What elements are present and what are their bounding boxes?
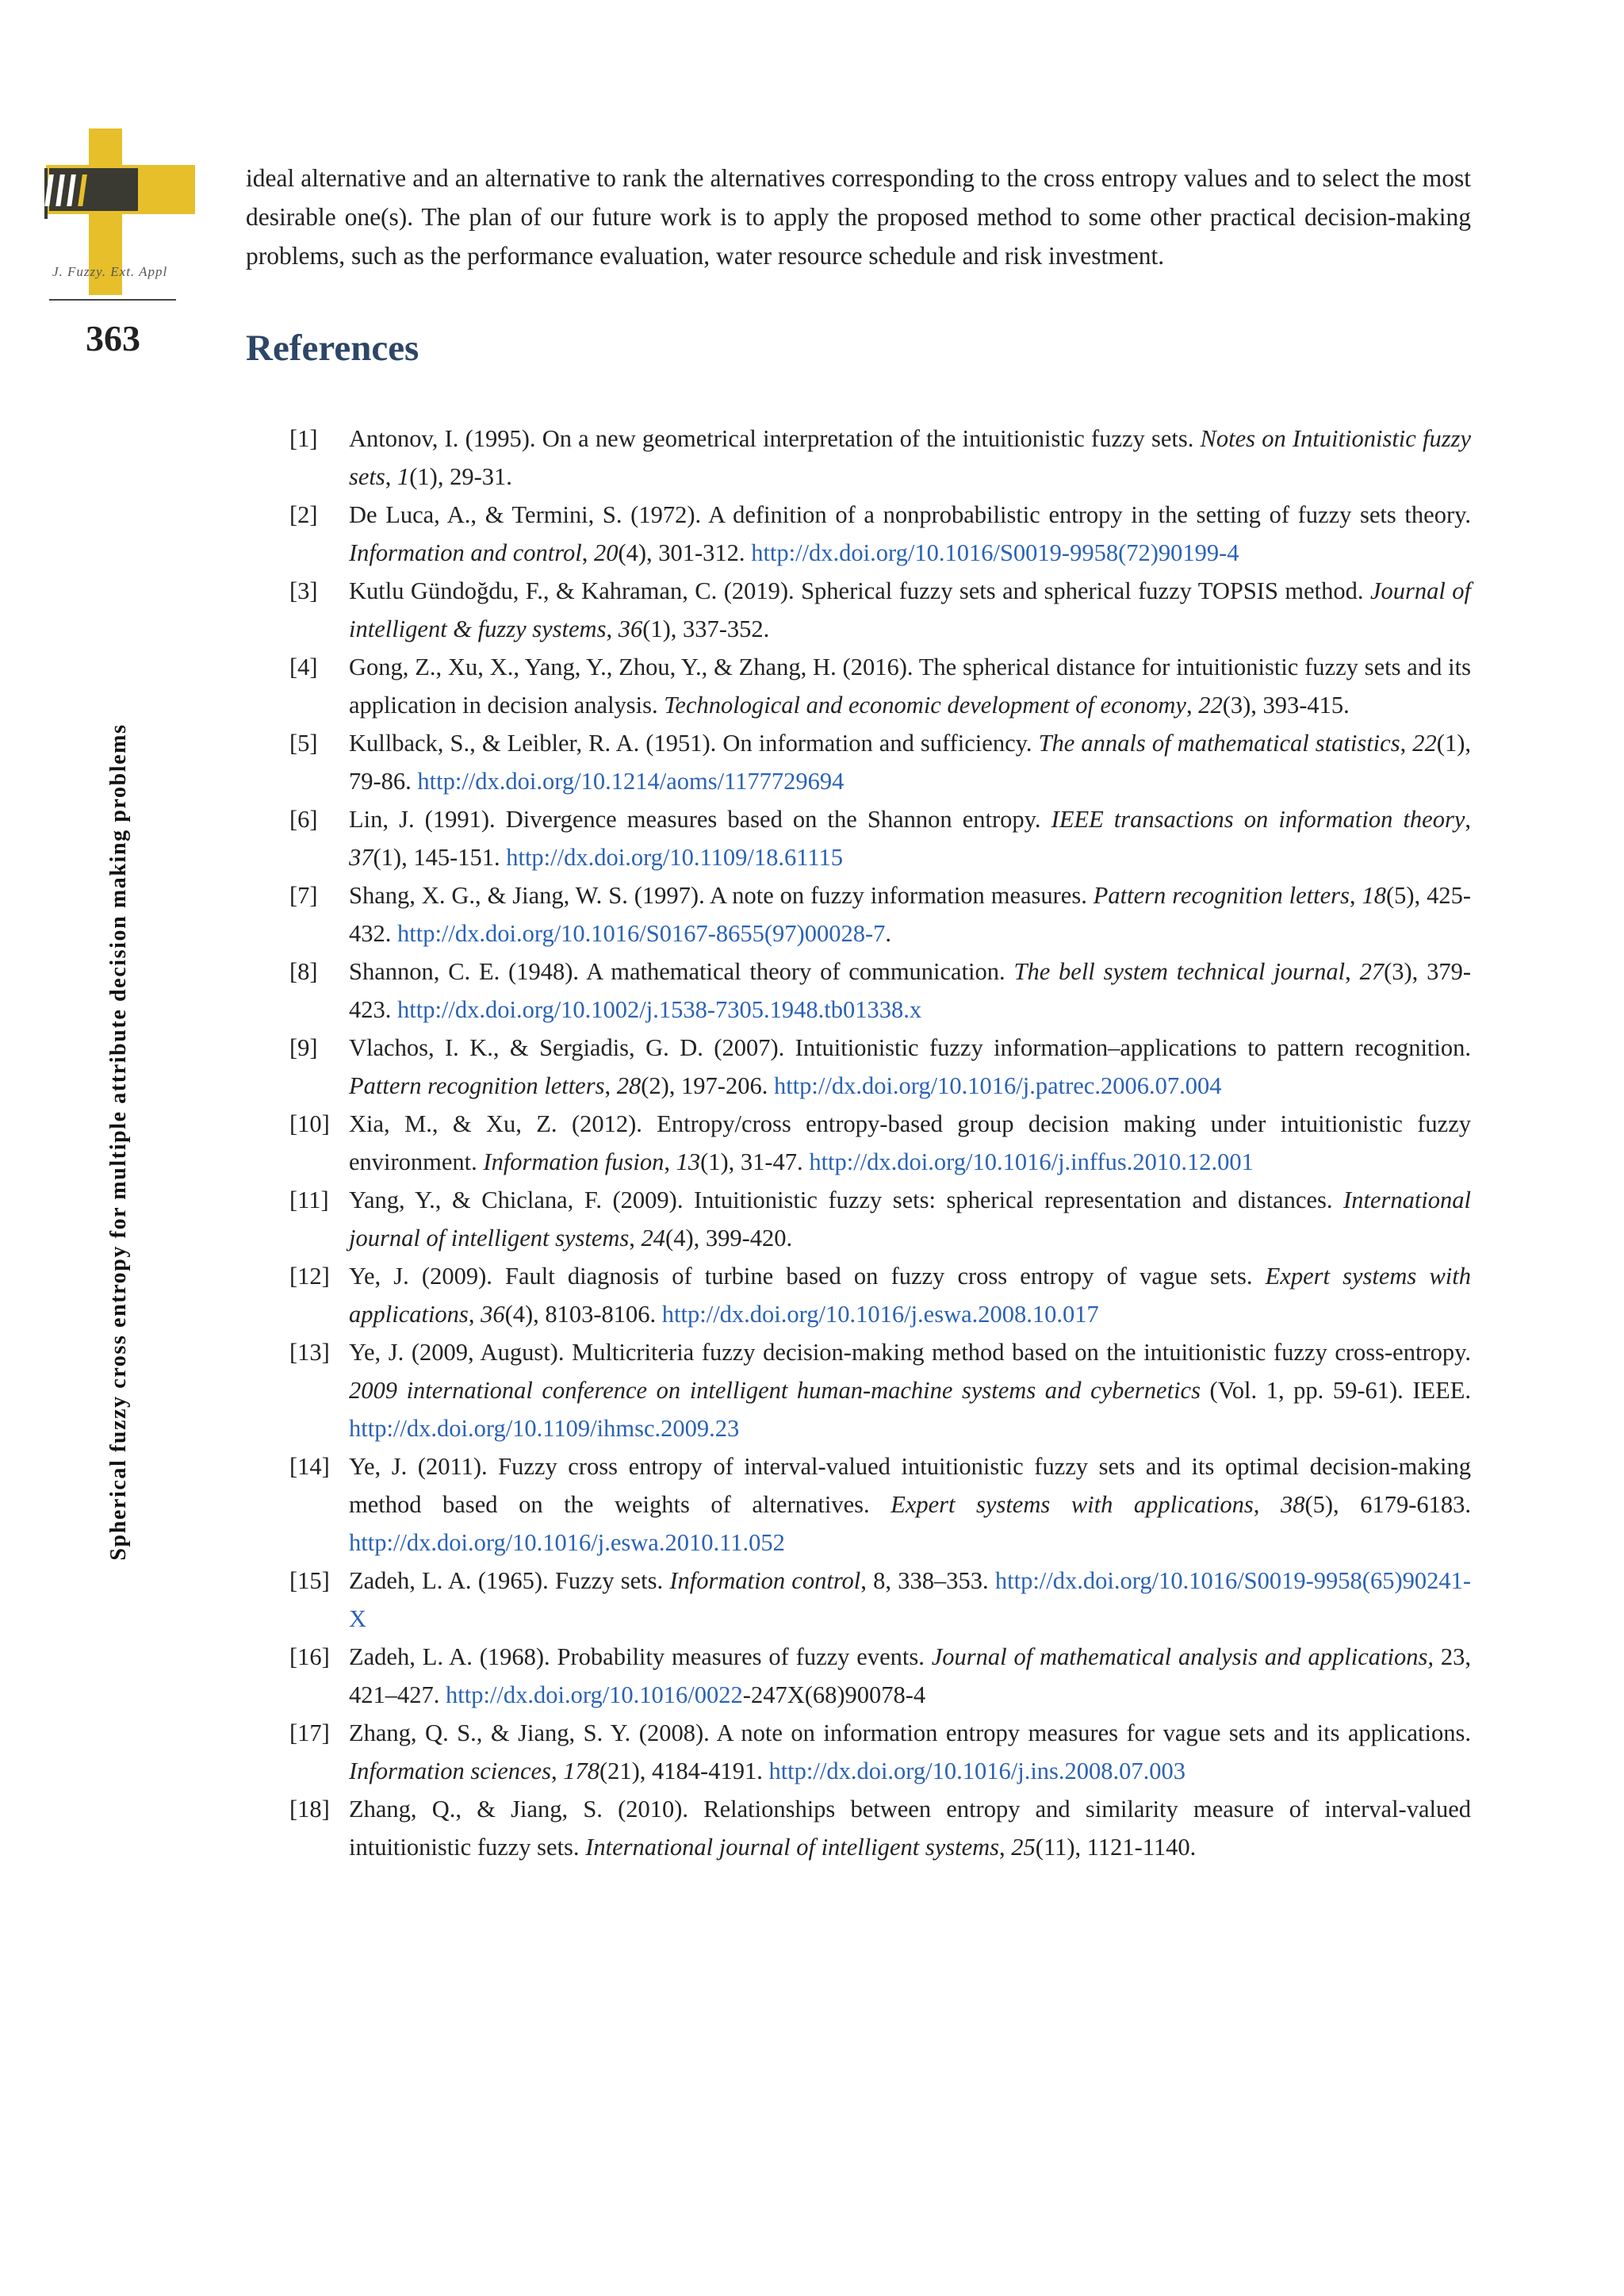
intro-paragraph: ideal alternative and an alternative to rank the alternatives corresponding to the cross entropy values and to select the most desirable one(s). The plan of our future work is to apply the proposed method to some other practical decision-making problems, such as the performance evaluation, water resource schedule and risk investment. (246, 163, 1471, 270)
reference-number: [9] (289, 1034, 318, 1061)
reference-separator: , (606, 615, 619, 642)
reference-authors-title: Ye, J. (2009, August). Multicriteria fuzzy decision-making method based on the intuitionistic fuzzy cross-entropy. (349, 1339, 1471, 1366)
reference-pages: (1), 145-151. (373, 844, 507, 871)
reference-journal: Pattern recognition letters (1093, 882, 1350, 909)
reference-pages: 23, 421–427. (349, 1643, 1472, 1708)
reference-authors-title: Zhang, Q. S., & Jiang, S. Y. (2008). A note on information entropy measures for vague sets and its applications. (349, 1719, 1471, 1746)
reference-pages: (3), 393-415. (1222, 692, 1350, 719)
reference-journal: International journal of intelligent systems (349, 1186, 1471, 1251)
reference-authors-title: Shannon, C. E. (1948). A mathematical theory of communication. (349, 958, 1014, 985)
reference-item (289, 953, 1471, 1029)
reference-pages: (1), 31-47. (700, 1148, 810, 1175)
reference-item (289, 1029, 1471, 1105)
reference-item (289, 1790, 1471, 1866)
reference-doi-link[interactable]: http://dx.doi.org/10.1016/j.ins.2008.07.003 (768, 1757, 1186, 1784)
reference-journal: Information control (669, 1567, 861, 1594)
reference-authors-title: Antonov, I. (1995). On a new geometrical interpretation of the intuitionistic fuzzy sets. (349, 425, 1201, 452)
journal-logo-mark (44, 128, 200, 311)
reference-item (289, 1447, 1471, 1562)
reference-pages: (1), 79-86. (349, 730, 1471, 795)
reference-journal: Information fusion (483, 1148, 665, 1175)
reference-journal: Expert systems with applications (891, 1491, 1254, 1518)
references-heading: References (246, 328, 419, 369)
reference-volume: 36 (481, 1301, 505, 1328)
reference-pages: (Vol. 1, pp. 59-61). IEEE. (1209, 1377, 1472, 1404)
reference-journal: Journal of mathematical analysis and applications, (931, 1643, 1434, 1670)
reference-number: [12] (289, 1263, 330, 1290)
reference-volume: 36 (618, 615, 643, 642)
reference-number: [14] (289, 1453, 330, 1480)
reference-item (289, 1638, 1471, 1714)
reference-separator: , (664, 1148, 676, 1175)
reference-item (289, 1333, 1471, 1447)
reference-journal: Information and control (349, 539, 582, 566)
reference-authors-title: Kutlu Gündoğdu, F., & Kahraman, C. (2019). Spherical fuzzy sets and spherical fuzzy TOPSIS method. (349, 577, 1370, 604)
reference-item (289, 420, 1471, 496)
reference-authors-title: Zadeh, L. A. (1965). Fuzzy sets. (349, 1567, 670, 1594)
reference-pages: (5), 6179-6183. (1304, 1491, 1471, 1518)
reference-doi-link[interactable]: http://dx.doi.org/10.1016/S0019-9958(65)90241-X (349, 1567, 1472, 1632)
reference-doi-link[interactable]: http://dx.doi.org/10.1109/ihmsc.2009.23 (349, 1415, 740, 1442)
reference-doi-link[interactable]: http://dx.doi.org/10.1016/j.patrec.2006.07.004 (773, 1072, 1222, 1099)
reference-separator: , (1345, 958, 1360, 985)
reference-journal: Information sciences (349, 1757, 551, 1784)
reference-authors-title: Yang, Y., & Chiclana, F. (2009). Intuitionistic fuzzy sets: spherical representation and distances. (349, 1186, 1344, 1213)
reference-item (289, 496, 1471, 572)
reference-doi-link[interactable]: http://dx.doi.org/10.1016/j.eswa.2010.11.052 (349, 1529, 785, 1556)
reference-item (289, 1105, 1471, 1181)
reference-number: [13] (289, 1339, 330, 1366)
reference-doi-link[interactable]: http://dx.doi.org/10.1109/18.61115 (506, 844, 843, 871)
reference-journal: Notes on Intuitionistic fuzzy sets (349, 425, 1471, 490)
reference-pages: (21), 4184-4191. (599, 1757, 769, 1784)
reference-number: [1] (289, 425, 318, 452)
reference-pages: (4), 301-312. (618, 539, 752, 566)
reference-separator: , (1185, 692, 1199, 719)
reference-volume: 28 (616, 1072, 642, 1099)
reference-item (289, 724, 1471, 800)
reference-number: [8] (289, 958, 318, 985)
reference-number: [10] (289, 1110, 330, 1137)
reference-doi-link[interactable]: http://dx.doi.org/10.1016/S0167-8655(97)00028-7 (397, 920, 886, 947)
reference-volume: 25 (1011, 1834, 1036, 1861)
reference-number: [17] (289, 1719, 330, 1746)
running-title: Spherical fuzzy cross entropy for multiple attribute decision making problems (106, 723, 131, 1561)
reference-item (289, 1714, 1471, 1790)
reference-tail: . (885, 920, 891, 947)
reference-number: [11] (289, 1186, 329, 1213)
reference-journal: International journal of intelligent systems (585, 1834, 1000, 1861)
reference-volume: 178 (563, 1757, 599, 1784)
reference-separator: , (581, 539, 594, 566)
reference-separator: , (604, 1072, 617, 1099)
reference-number: [4] (289, 654, 318, 680)
reference-item (289, 1257, 1471, 1333)
reference-journal: 2009 international conference on intelligent human-machine systems and cybernetics (349, 1377, 1201, 1404)
reference-pages: (3), 379-423. (349, 958, 1471, 1023)
reference-item (289, 1562, 1471, 1638)
reference-number: [3] (289, 577, 318, 604)
reference-volume: 24 (641, 1225, 666, 1251)
reference-number: [15] (289, 1567, 330, 1594)
reference-item (289, 648, 1471, 724)
journal-logo (44, 128, 200, 311)
reference-pages: (1), 337-352. (642, 615, 770, 642)
reference-doi-link[interactable]: http://dx.doi.org/10.1002/j.1538-7305.1948.tb01338.x (397, 996, 922, 1023)
reference-number: [5] (289, 730, 318, 757)
reference-authors-title: Shang, X. G., & Jiang, W. S. (1997). A note on fuzzy information measures. (349, 882, 1094, 909)
reference-separator (1434, 1643, 1441, 1670)
reference-journal: The bell system technical journal (1013, 958, 1346, 985)
reference-journal: The annals of mathematical statistics (1038, 730, 1400, 757)
reference-separator: , (1465, 806, 1471, 833)
reference-separator: , (385, 463, 397, 490)
reference-item (289, 800, 1471, 876)
journal-logo-caption: J. Fuzzy. Ext. Appl (52, 264, 168, 279)
reference-item (289, 1181, 1471, 1257)
reference-item (289, 572, 1471, 648)
reference-number: [16] (289, 1643, 330, 1670)
reference-number: [7] (289, 882, 318, 909)
reference-journal: Technological and economic development of economy (664, 692, 1186, 719)
reference-authors-title: Ye, J. (2011). Fuzzy cross entropy of interval-valued intuitionistic fuzzy sets and its optimal decision-making method based on the weights of alternatives. (349, 1453, 1471, 1518)
reference-volume: 27 (1359, 958, 1385, 985)
reference-separator: , (629, 1225, 642, 1251)
reference-authors-title: Gong, Z., Xu, X., Yang, Y., Zhou, Y., & Zhang, H. (2016). The spherical distance for intuitionistic fuzzy sets and its application in decision analysis. (349, 654, 1471, 719)
reference-pages: (4), 8103-8106. (504, 1301, 662, 1328)
reference-separator (1201, 1377, 1210, 1404)
reference-pages: (5), 425-432. (349, 882, 1471, 947)
reference-volume: 13 (676, 1148, 701, 1175)
reference-separator: , (999, 1834, 1012, 1861)
reference-authors-title: Zhang, Q., & Jiang, S. (2010). Relationships between entropy and similarity measure of interval-valued intuitionistic fuzzy sets. (349, 1796, 1471, 1861)
reference-number: [2] (289, 501, 318, 528)
reference-volume: 20 (593, 539, 619, 566)
reference-volume: 18 (1362, 882, 1386, 909)
reference-volume: 37 (349, 844, 373, 871)
reference-authors-title: Zadeh, L. A. (1968). Probability measures of fuzzy events. (349, 1643, 932, 1670)
reference-pages: (11), 1121-1140. (1035, 1834, 1197, 1861)
reference-doi-link[interactable]: http://dx.doi.org/10.1016/S0019-9958(72)90199-4 (751, 539, 1239, 566)
reference-journal: Expert systems with applications (349, 1263, 1471, 1328)
logo-divider (49, 299, 176, 301)
page-number: 363 (86, 318, 140, 358)
reference-doi-link[interactable]: http://dx.doi.org/10.1016/j.eswa.2008.10.017 (661, 1301, 1099, 1328)
reference-pages: 8, 338–353. (873, 1567, 995, 1594)
reference-separator: , (1253, 1491, 1281, 1518)
reference-doi-link[interactable]: http://dx.doi.org/10.1214/aoms/1177729694 (417, 768, 845, 795)
reference-separator: , (1400, 730, 1413, 757)
reference-separator: , (468, 1301, 481, 1328)
reference-tail: -247X(68)90078-4 (742, 1681, 926, 1708)
reference-journal: Journal of intelligent & fuzzy systems (349, 577, 1471, 642)
reference-authors-title: Xia, M., & Xu, Z. (2012). Entropy/cross entropy-based group decision making under intuitionistic fuzzy environment. (349, 1110, 1471, 1175)
reference-list (289, 420, 1471, 1866)
reference-volume: 22 (1198, 692, 1223, 719)
reference-doi-link[interactable]: http://dx.doi.org/10.1016/j.inffus.2010.12.001 (809, 1148, 1254, 1175)
reference-separator: , (550, 1757, 564, 1784)
reference-journal: IEEE transactions on information theory (1051, 806, 1465, 833)
reference-separator: , (1349, 882, 1362, 909)
reference-pages: (2), 197-206. (641, 1072, 774, 1099)
reference-volume: 22 (1412, 730, 1437, 757)
reference-authors-title: Vlachos, I. K., & Sergiadis, G. D. (2007). Intuitionistic fuzzy information–applications to pattern recognition. (349, 1034, 1471, 1061)
reference-pages: (1), 29-31. (409, 463, 512, 490)
reference-authors-title: Lin, J. (1991). Divergence measures based on the Shannon entropy. (349, 806, 1051, 833)
reference-authors-title: De Luca, A., & Termini, S. (1972). A definition of a nonprobabilistic entropy in the setting of fuzzy sets theory. (349, 501, 1471, 528)
reference-number: [6] (289, 806, 318, 833)
reference-authors-title: Kullback, S., & Leibler, R. A. (1951). On information and sufficiency. (349, 730, 1039, 757)
reference-journal: Pattern recognition letters (349, 1072, 605, 1099)
reference-separator: , (860, 1567, 874, 1594)
reference-volume: 38 (1280, 1491, 1305, 1518)
reference-number: [18] (289, 1796, 330, 1823)
reference-pages: (4), 399-420. (665, 1225, 793, 1251)
reference-item (289, 876, 1471, 953)
reference-volume: 1 (397, 463, 410, 490)
reference-doi-link[interactable]: http://dx.doi.org/10.1016/0022 (446, 1681, 743, 1708)
reference-authors-title: Ye, J. (2009). Fault diagnosis of turbine based on fuzzy cross entropy of vague sets. (349, 1263, 1266, 1290)
